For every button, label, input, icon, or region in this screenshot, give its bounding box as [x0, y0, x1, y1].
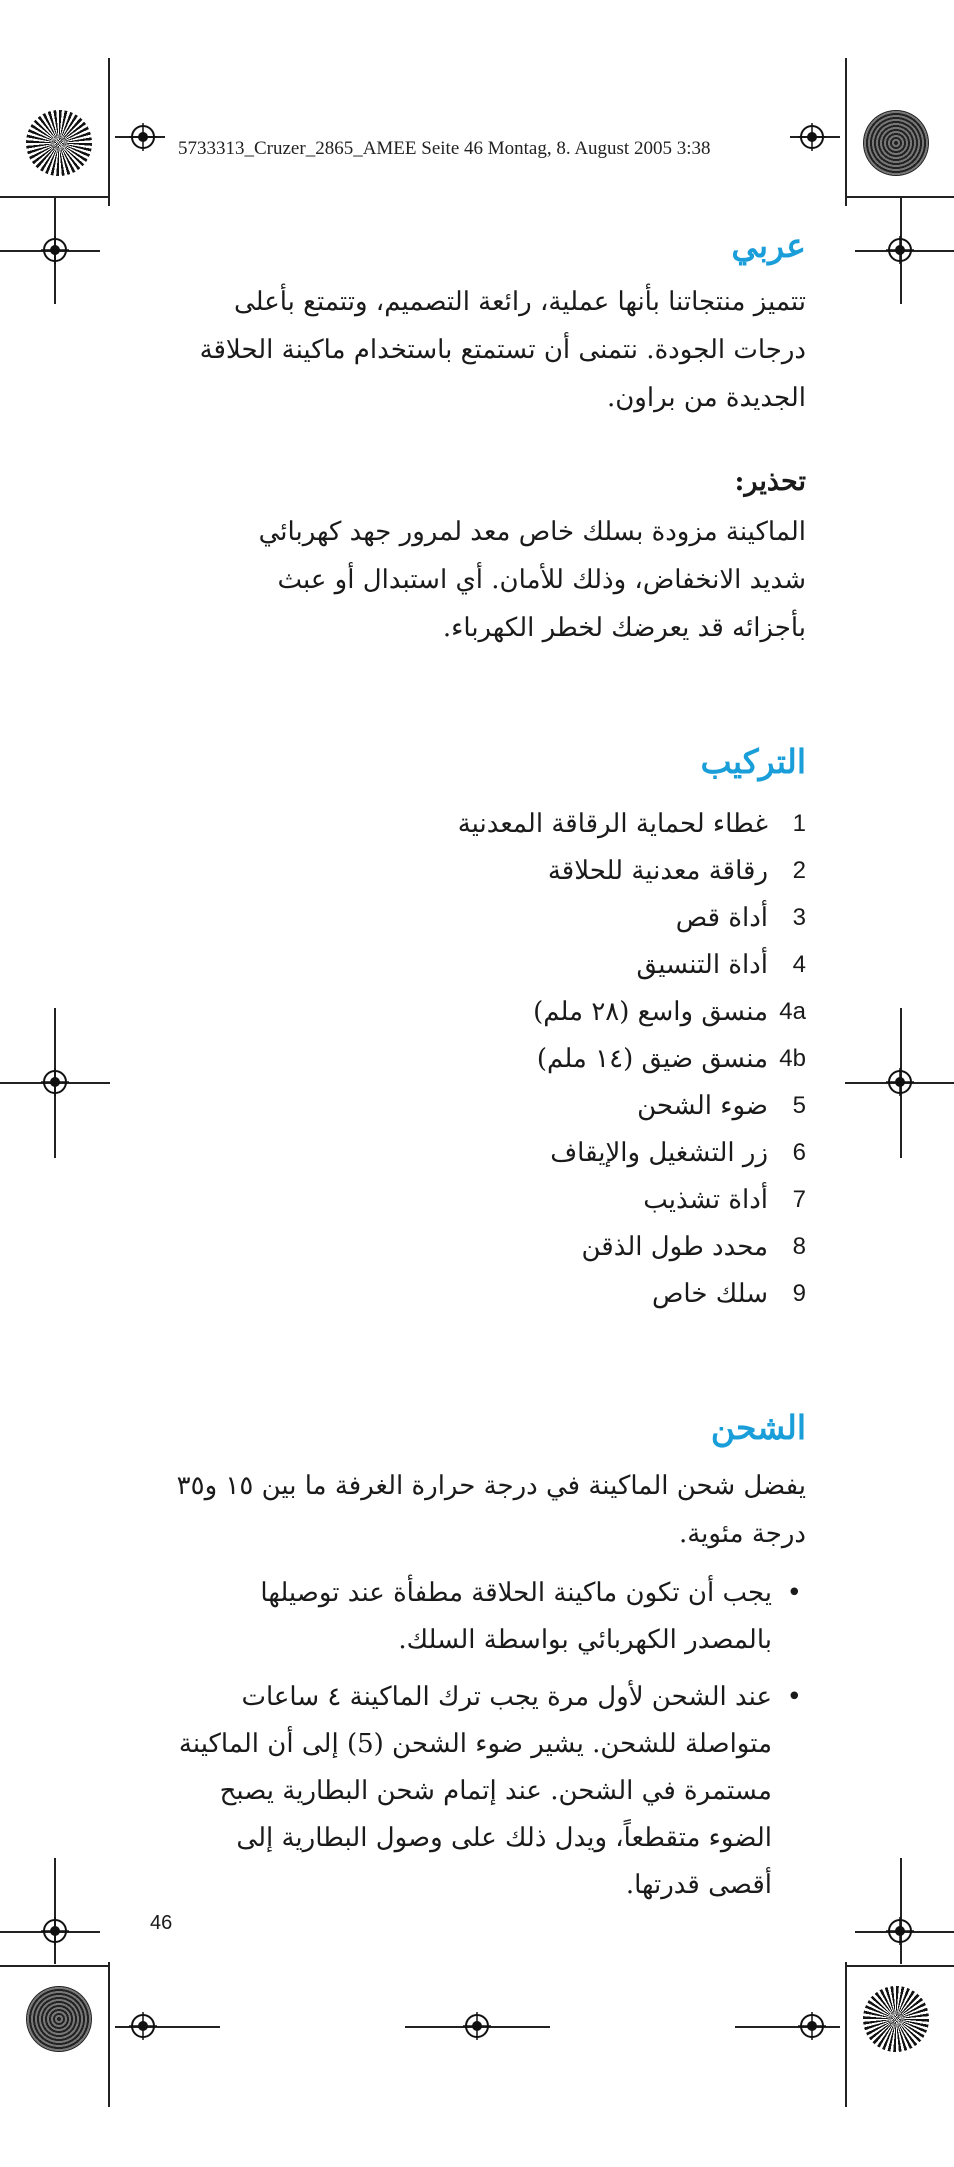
crop-mark: [845, 196, 954, 198]
crop-mark: [845, 1965, 954, 1967]
print-slug-line: 5733313_Cruzer_2865_AMEE Seite 46 Montag, 8. August 2005 3:38: [178, 138, 711, 159]
registration-target-icon: [463, 2012, 491, 2040]
registration-target-icon: [41, 236, 69, 264]
concentric-mark-icon: [863, 110, 929, 176]
crop-mark: [900, 1858, 902, 1964]
bullet-icon: •: [786, 1578, 802, 1608]
registration-target-icon: [886, 1917, 914, 1945]
registration-target-icon: [886, 236, 914, 264]
list-item: 8 محدد طول الذقن: [581, 1231, 806, 1262]
list-item: 4a منسق واسع (٢٨ ملم): [533, 996, 806, 1027]
list-item: 7 أداة تشذيب: [643, 1184, 806, 1215]
section-heading-structure: التركيب: [700, 742, 806, 781]
list-item: 1 غطاء لحماية الرقاقة المعدنية: [457, 808, 806, 839]
list-item: 6 زر التشغيل والإيقاف: [550, 1137, 806, 1168]
charging-bullet-list: [166, 1570, 806, 1919]
list-item: 2 رقاقة معدنية للحلاقة: [547, 855, 806, 886]
registration-target-icon: [886, 1068, 914, 1096]
list-item: 4 أداة التنسيق: [636, 949, 806, 980]
registration-target-icon: [129, 123, 157, 151]
registration-target-icon: [41, 1068, 69, 1096]
list-item: 9 سلك خاص: [652, 1278, 806, 1309]
crop-mark: [108, 58, 110, 206]
concentric-mark-icon: [26, 1986, 92, 2052]
warning-paragraph: الماكينة مزودة بسلك خاص معد لمرور جهد كهربائي شديد الانخفاض، وذلك للأمان. أي استبدال أو عبث بأجزائه قد يعرضك لخطر الكهرباء.: [258, 517, 806, 643]
starburst-mark-icon: [26, 110, 92, 176]
list-item: 5 ضوء الشحن: [637, 1090, 806, 1121]
list-item: 3 أداة قص: [675, 902, 806, 933]
charging-intro-paragraph: يفضل شحن الماكينة في درجة حرارة الغرفة ما بين ١٥ و٣٥ درجة مئوية.: [176, 1471, 806, 1549]
page-number: 46: [150, 1912, 173, 1934]
list-item: • يجب أن تكون ماكينة الحلاقة مطفأة عند توصيلها بالمصدر الكهربائي بواسطة السلك.: [166, 1570, 806, 1664]
crop-mark: [845, 1962, 847, 2107]
crop-mark: [0, 196, 110, 198]
registration-target-icon: [129, 2012, 157, 2040]
bullet-icon: •: [786, 1682, 802, 1712]
section-heading-arabic: عربي: [731, 226, 806, 265]
registration-target-icon: [798, 2012, 826, 2040]
list-item: 4b منسق ضيق (١٤ ملم): [536, 1043, 806, 1074]
section-heading-charging: الشحن: [710, 1408, 806, 1447]
crop-mark: [845, 58, 847, 206]
parts-list: [458, 800, 806, 1317]
list-item: • عند الشحن لأول مرة يجب ترك الماكينة ٤ ساعات متواصلة للشحن. يشير ضوء الشحن (5) إلى أن الماكينة مستمرة في الشحن. عند إتمام شحن البطارية يصبح الضوء متقطعاً، ويدل ذلك على وصول البطارية إلى أقصى قدرتها.: [166, 1674, 806, 1909]
crop-mark: [0, 1965, 110, 1967]
registration-target-icon: [41, 1917, 69, 1945]
intro-paragraph: تتميز منتجاتنا بأنها عملية، رائعة التصميم، وتتمتع بأعلى درجات الجودة. نتمنى أن تستمتع باستخدام ماكينة الحلاقة الجديدة من براون.: [199, 287, 806, 413]
warning-heading: تحذير:: [734, 466, 806, 497]
starburst-mark-icon: [863, 1986, 929, 2052]
registration-target-icon: [798, 123, 826, 151]
crop-mark: [108, 1962, 110, 2107]
crop-mark: [54, 1858, 56, 1964]
